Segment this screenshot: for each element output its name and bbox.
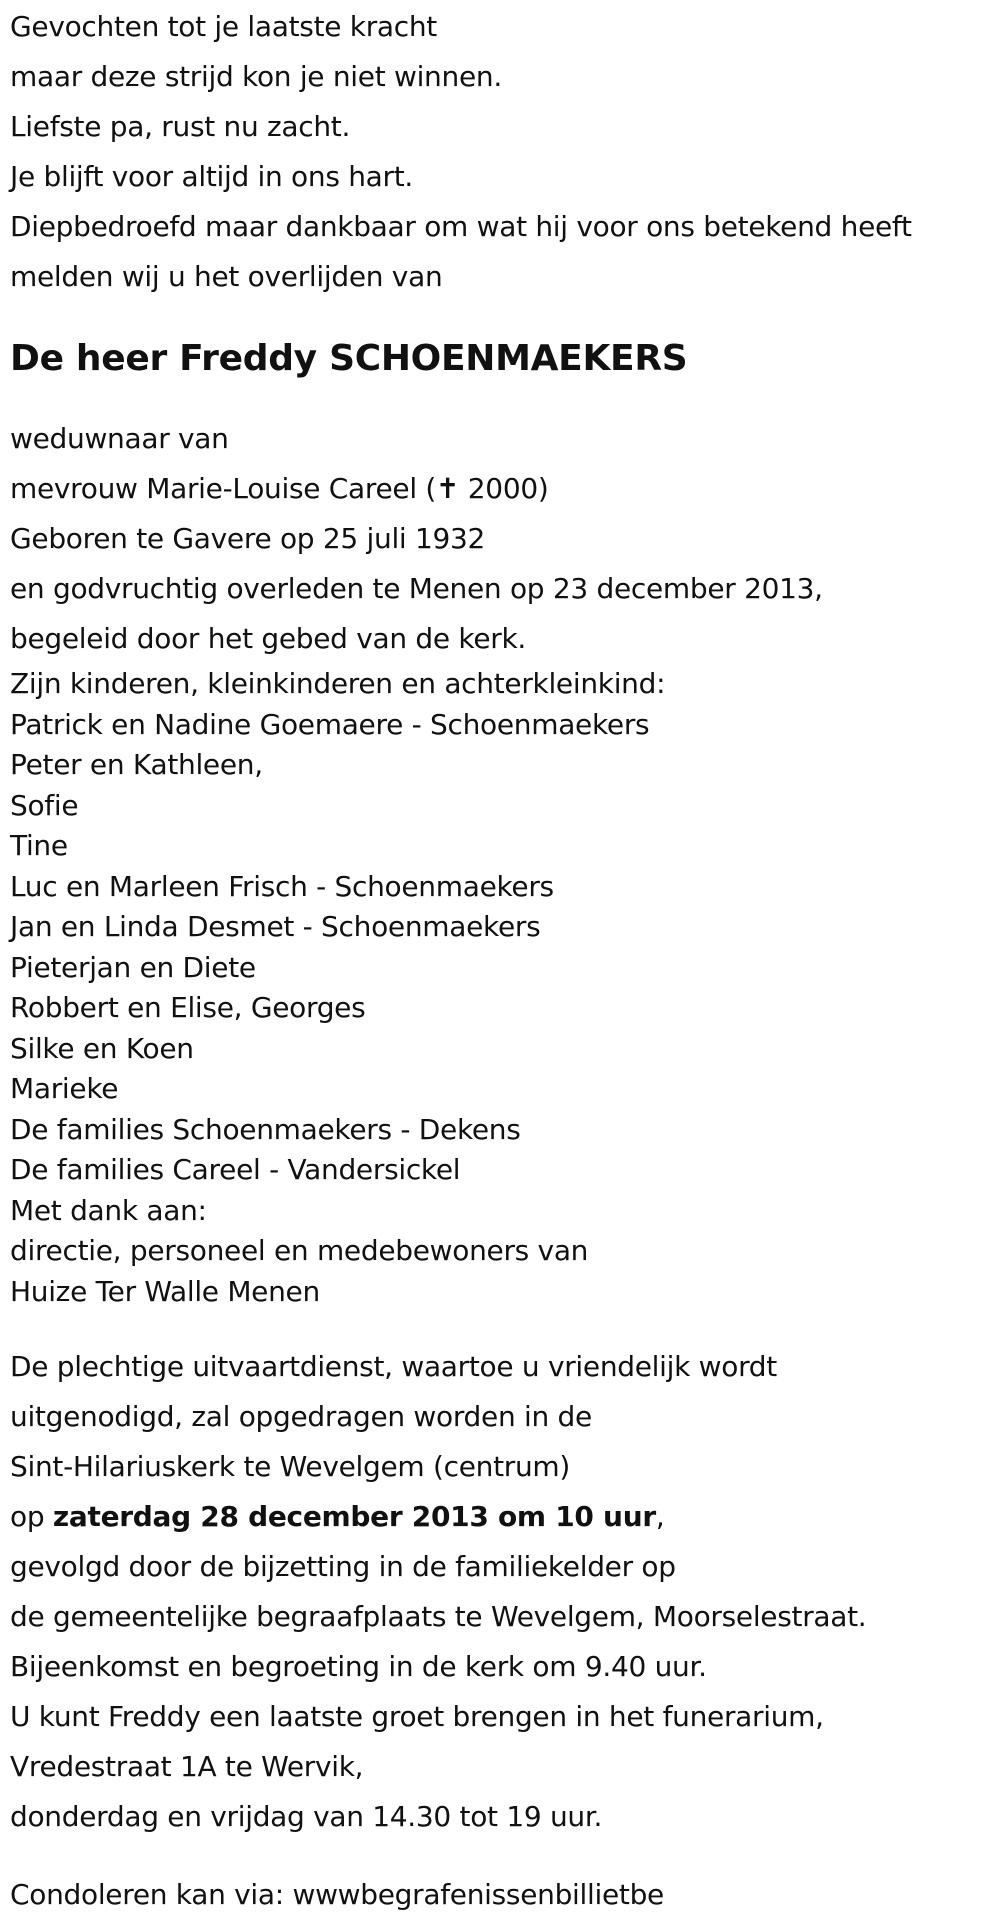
service-line: Sint-Hilariuskerk te Wevelgem (centrum): [10, 1450, 571, 1483]
service-line: gevolgd door de bijzetting in de familiekelder op: [10, 1550, 676, 1583]
service-date-line: [10, 1492, 980, 1542]
family-line: Pieterjan en Diete: [10, 950, 256, 984]
family-line: Zijn kinderen, kleinkinderen en achterkleinkind:: [10, 667, 666, 700]
family-line: Marieke: [10, 1072, 119, 1105]
family-list: [10, 664, 980, 1312]
family-line: Met dank aan:: [10, 1193, 207, 1227]
service-line: donderdag en vrijdag van 14.30 tot 19 uur.: [10, 1800, 603, 1833]
family-line: De families Careel - Vandersickel: [10, 1153, 461, 1186]
family-line: De families Schoenmaekers - Dekens: [10, 1112, 521, 1146]
family-line: Tine: [10, 829, 68, 862]
section-spacer: [10, 1312, 980, 1342]
service-line: uitgenodigd, zal opgedragen worden in de: [10, 1400, 592, 1433]
bio-line: en godvruchtig overleden te Menen op 23 december 2013,: [10, 572, 823, 605]
intro-line: maar deze strijd kon je niet winnen.: [10, 60, 502, 93]
family-line: Robbert en Elise, Georges: [10, 991, 366, 1024]
obituary-document: [10, 0, 980, 1916]
service-line: De plechtige uitvaartdienst, waartoe u vriendelijk wordt: [10, 1350, 777, 1383]
deceased-name-heading: De heer Freddy SCHOENMAEKERS: [10, 338, 688, 379]
intro-line: Liefste pa, rust nu zacht.: [10, 110, 351, 143]
service-date-prefix: op: [10, 1500, 53, 1533]
intro-line: Je blijft voor altijd in ons hart.: [10, 160, 414, 193]
family-line: Peter en Kathleen,: [10, 748, 263, 781]
service-line: Vredestraat 1A te Wervik,: [10, 1750, 364, 1783]
intro-poem: [10, 2, 980, 302]
service-date-suffix: ,: [655, 1500, 665, 1533]
service-line: U kunt Freddy een laatste groet brengen in het funerarium,: [10, 1700, 824, 1733]
biography: [10, 414, 980, 664]
service-line: Bijeenkomst en begroeting in de kerk om 9.40 uur.: [10, 1650, 707, 1683]
family-line: Patrick en Nadine Goemaere - Schoenmaekers: [10, 707, 650, 741]
family-line: Jan en Linda Desmet - Schoenmaekers: [10, 910, 541, 943]
intro-line: Gevochten tot je laatste kracht: [10, 10, 437, 43]
intro-line: Diepbedroefd maar dankbaar om wat hij voor ons betekend heeft: [10, 210, 912, 243]
intro-line: melden wij u het overlijden van: [10, 260, 443, 293]
family-line: Silke en Koen: [10, 1031, 194, 1065]
family-line: directie, personeel en medebewoners van: [10, 1234, 589, 1267]
bio-line: weduwnaar van: [10, 422, 229, 455]
bio-line: begeleid door het gebed van de kerk.: [10, 622, 526, 655]
condolence-line: Condoleren kan via: wwwbegrafenissenbillietbe: [10, 1878, 664, 1911]
bio-line: mevrouw Marie-Louise Careel (✝ 2000): [10, 472, 549, 505]
bio-line: Geboren te Gavere op 25 juli 1932: [10, 522, 486, 555]
family-line: Luc en Marleen Frisch - Schoenmaekers: [10, 869, 554, 903]
service-date-bold: zaterdag 28 december 2013 om 10 uur: [52, 1500, 656, 1533]
funeral-service-details: [10, 1342, 980, 1842]
section-spacer: [10, 1842, 980, 1875]
family-line: Sofie: [10, 788, 79, 822]
family-line: Huize Ter Walle Menen: [10, 1274, 320, 1308]
service-line: de gemeentelijke begraafplaats te Wevelgem, Moorselestraat.: [10, 1600, 867, 1633]
